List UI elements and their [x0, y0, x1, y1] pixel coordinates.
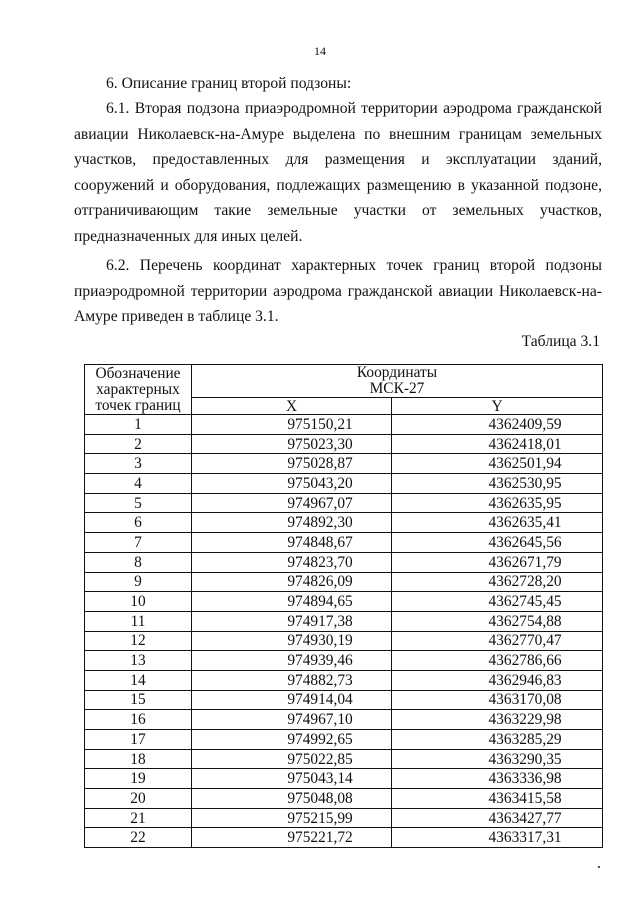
x-coordinate-cell [192, 415, 392, 435]
point-number-cell [85, 454, 192, 474]
point-number-cell [85, 513, 192, 533]
point-number-cell [85, 572, 192, 592]
point-number-cell [85, 828, 192, 848]
coordinates-table [84, 364, 603, 848]
point-number-cell-value: 21 [130, 809, 146, 827]
y-coordinate-cell-value: 4362645,56 [488, 533, 562, 551]
y-coordinate-cell-value: 4362745,45 [488, 593, 562, 611]
point-number-cell-value: 3 [134, 455, 142, 473]
point-number-cell [85, 552, 192, 572]
x-coordinate-cell [192, 533, 392, 553]
table-row [85, 474, 603, 494]
y-coordinate-cell-value: 4362530,95 [488, 474, 562, 492]
table-row [85, 828, 603, 848]
point-number-cell [85, 592, 192, 612]
y-coordinate-cell-value: 4362635,95 [488, 494, 562, 512]
y-coordinate-cell [392, 474, 603, 494]
x-coordinate-cell-value: 975043,20 [287, 474, 353, 492]
x-coordinate-cell-value: 975028,87 [287, 455, 353, 473]
paragraph-6-1-block [74, 96, 602, 250]
y-coordinate-cell-value: 4362671,79 [488, 553, 562, 571]
point-number-cell-value: 17 [130, 730, 146, 748]
x-coordinate-cell [192, 611, 392, 631]
y-coordinate-cell-value: 4362409,59 [488, 415, 562, 433]
y-coordinate-cell [392, 769, 603, 789]
table-row [85, 769, 603, 789]
point-number-cell [85, 493, 192, 513]
x-coordinate-cell [192, 493, 392, 513]
x-coordinate-cell [192, 651, 392, 671]
paragraph-6-1: 6.1. Вторая подзона приаэродромной территории аэродрома гражданской авиации Николаевск-на-Амуре выделена по внешним границам земельных участков, предоставленных для размещения и эксплуатации зданий, сооружений и оборудования, подлежащих размещению в указанной подзоне, отграничивающим такие земельные участки от земельных участков, предназначенных для иных целей. [74, 100, 602, 245]
point-number-cell [85, 474, 192, 494]
x-coordinate-cell [192, 572, 392, 592]
y-coordinate-cell-value: 4363415,58 [488, 789, 562, 807]
x-coordinate-cell [192, 828, 392, 848]
y-coordinate-cell [392, 415, 603, 435]
point-number-cell-value: 13 [130, 652, 146, 670]
table-row [85, 631, 603, 651]
y-coordinate-cell-value: 4363170,08 [488, 691, 562, 709]
y-coordinate-cell [392, 572, 603, 592]
y-coordinate-cell-value: 4362418,01 [488, 435, 562, 453]
table-row [85, 710, 603, 730]
y-coordinate-cell [392, 690, 603, 710]
x-coordinate-cell-value: 974939,46 [287, 652, 353, 670]
x-coordinate-cell [192, 789, 392, 809]
table-row [85, 789, 603, 809]
x-coordinate-cell [192, 454, 392, 474]
table-header [85, 365, 603, 415]
point-number-cell [85, 611, 192, 631]
table-row [85, 493, 603, 513]
x-coordinate-cell-value: 974882,73 [287, 671, 353, 689]
y-coordinate-cell [392, 670, 603, 690]
paragraph-6-2: 6.2. Перечень координат характерных точек границ второй подзоны приаэродромной территории аэродрома гражданской авиации Николаевск-на-Амуре приведен в таблице 3.1. [74, 257, 602, 326]
y-coordinate-cell [392, 592, 603, 612]
y-coordinate-cell-value: 4362754,88 [488, 612, 562, 630]
y-coordinate-cell-value: 4363229,98 [488, 711, 562, 729]
x-coordinate-cell-value: 974848,67 [287, 533, 353, 551]
y-coordinate-cell-value: 4362946,83 [488, 671, 562, 689]
x-coordinate-cell-value: 975043,14 [287, 770, 353, 788]
y-coordinate-cell [392, 749, 603, 769]
table-row [85, 552, 603, 572]
point-number-cell-value: 11 [130, 612, 146, 630]
table-row [85, 670, 603, 690]
x-coordinate-cell-value: 975215,99 [287, 809, 353, 827]
point-number-cell [85, 533, 192, 553]
point-number-cell [85, 415, 192, 435]
table-body [85, 415, 603, 848]
point-number-cell-value: 12 [130, 632, 146, 650]
paragraph-6-2-block [74, 253, 602, 330]
point-number-cell-value: 6 [134, 514, 142, 532]
point-number-cell-value: 2 [134, 435, 142, 453]
x-coordinate-cell-value: 975023,30 [287, 435, 353, 453]
point-number-cell [85, 690, 192, 710]
y-coordinate-cell [392, 710, 603, 730]
table-row [85, 572, 603, 592]
x-coordinate-cell-value: 975048,08 [287, 789, 353, 807]
point-number-cell [85, 670, 192, 690]
y-coordinate-cell [392, 493, 603, 513]
header-x: X [192, 398, 392, 415]
header-coordinates-title: Координаты [356, 364, 438, 381]
header-coordinates [192, 365, 603, 398]
x-coordinate-cell-value: 974823,70 [287, 553, 353, 571]
x-coordinate-cell [192, 769, 392, 789]
x-coordinate-cell-value: 974892,30 [287, 514, 353, 532]
y-coordinate-cell [392, 808, 603, 828]
point-number-cell-value: 5 [134, 494, 142, 512]
x-coordinate-cell [192, 592, 392, 612]
table-row [85, 749, 603, 769]
x-coordinate-cell-value: 974826,09 [287, 573, 353, 591]
section-heading: 6. Описание границ второй подзоны: [106, 75, 352, 92]
y-coordinate-cell [392, 730, 603, 750]
point-number-cell-value: 19 [130, 770, 146, 788]
y-coordinate-cell-value: 4362635,41 [488, 514, 562, 532]
x-coordinate-cell-value: 974930,19 [287, 632, 353, 650]
header-designation: Обозначение характерных точек границ [85, 365, 192, 415]
table-row [85, 808, 603, 828]
x-coordinate-cell-value: 974967,07 [287, 494, 353, 512]
table-row [85, 611, 603, 631]
x-coordinate-cell [192, 513, 392, 533]
y-coordinate-cell [392, 434, 603, 454]
y-coordinate-cell [392, 789, 603, 809]
x-coordinate-cell-value: 975022,85 [287, 750, 353, 768]
point-number-cell [85, 769, 192, 789]
x-coordinate-cell [192, 552, 392, 572]
x-coordinate-cell [192, 808, 392, 828]
x-coordinate-cell-value: 974992,65 [287, 730, 353, 748]
y-coordinate-cell-value: 4362728,20 [488, 573, 562, 591]
point-number-cell-value: 15 [130, 691, 146, 709]
y-coordinate-cell [392, 513, 603, 533]
y-coordinate-cell-value: 4362770,47 [488, 632, 562, 650]
y-coordinate-cell-value: 4362501,94 [488, 455, 562, 473]
x-coordinate-cell [192, 710, 392, 730]
x-coordinate-cell-value: 974967,10 [287, 711, 353, 729]
y-coordinate-cell-value: 4363336,98 [488, 770, 562, 788]
section-heading-block [74, 71, 602, 97]
header-coordinate-system: МСК-27 [369, 380, 425, 397]
y-coordinate-cell-value: 4362786,66 [488, 652, 562, 670]
y-coordinate-cell-value: 4363317,31 [488, 829, 562, 847]
y-coordinate-cell-value: 4363285,29 [488, 730, 562, 748]
point-number-cell [85, 710, 192, 730]
point-number-cell [85, 651, 192, 671]
x-coordinate-cell [192, 474, 392, 494]
y-coordinate-cell [392, 828, 603, 848]
table-row [85, 533, 603, 553]
table-row [85, 454, 603, 474]
scan-dot [598, 866, 600, 868]
x-coordinate-cell [192, 670, 392, 690]
x-coordinate-cell-value: 974894,65 [287, 593, 353, 611]
point-number-cell-value: 10 [130, 593, 146, 611]
y-coordinate-cell [392, 611, 603, 631]
y-coordinate-cell-value: 4363427,77 [488, 809, 562, 827]
x-coordinate-cell [192, 730, 392, 750]
table-row [85, 415, 603, 435]
table-row [85, 434, 603, 454]
header-y: Y [392, 398, 603, 415]
point-number-cell-value: 1 [134, 415, 142, 433]
point-number-cell [85, 434, 192, 454]
x-coordinate-cell-value: 975150,21 [287, 415, 353, 433]
table-row [85, 592, 603, 612]
point-number-cell-value: 16 [130, 711, 146, 729]
point-number-cell-value: 8 [134, 553, 142, 571]
x-coordinate-cell [192, 631, 392, 651]
point-number-cell-value: 4 [134, 474, 142, 492]
x-coordinate-cell-value: 974914,04 [287, 691, 353, 709]
x-coordinate-cell [192, 749, 392, 769]
y-coordinate-cell [392, 631, 603, 651]
point-number-cell-value: 7 [134, 533, 142, 551]
point-number-cell-value: 20 [130, 789, 146, 807]
page-number: 14 [314, 44, 326, 58]
header-row-1 [85, 365, 603, 398]
y-coordinate-cell [392, 651, 603, 671]
table-row [85, 513, 603, 533]
point-number-cell [85, 730, 192, 750]
y-coordinate-cell-value: 4363290,35 [488, 750, 562, 768]
table-row [85, 651, 603, 671]
point-number-cell [85, 808, 192, 828]
y-coordinate-cell [392, 533, 603, 553]
y-coordinate-cell [392, 552, 603, 572]
x-coordinate-cell-value: 974917,38 [287, 612, 353, 630]
point-number-cell [85, 749, 192, 769]
point-number-cell [85, 631, 192, 651]
table-row [85, 730, 603, 750]
table-caption: Таблица 3.1 [521, 333, 600, 350]
x-coordinate-cell [192, 434, 392, 454]
point-number-cell-value: 9 [134, 573, 142, 591]
x-coordinate-cell-value: 975221,72 [287, 829, 353, 847]
y-coordinate-cell [392, 454, 603, 474]
point-number-cell-value: 14 [130, 671, 146, 689]
point-number-cell [85, 789, 192, 809]
point-number-cell-value: 22 [130, 829, 146, 847]
x-coordinate-cell [192, 690, 392, 710]
point-number-cell-value: 18 [130, 750, 146, 768]
table-row [85, 690, 603, 710]
